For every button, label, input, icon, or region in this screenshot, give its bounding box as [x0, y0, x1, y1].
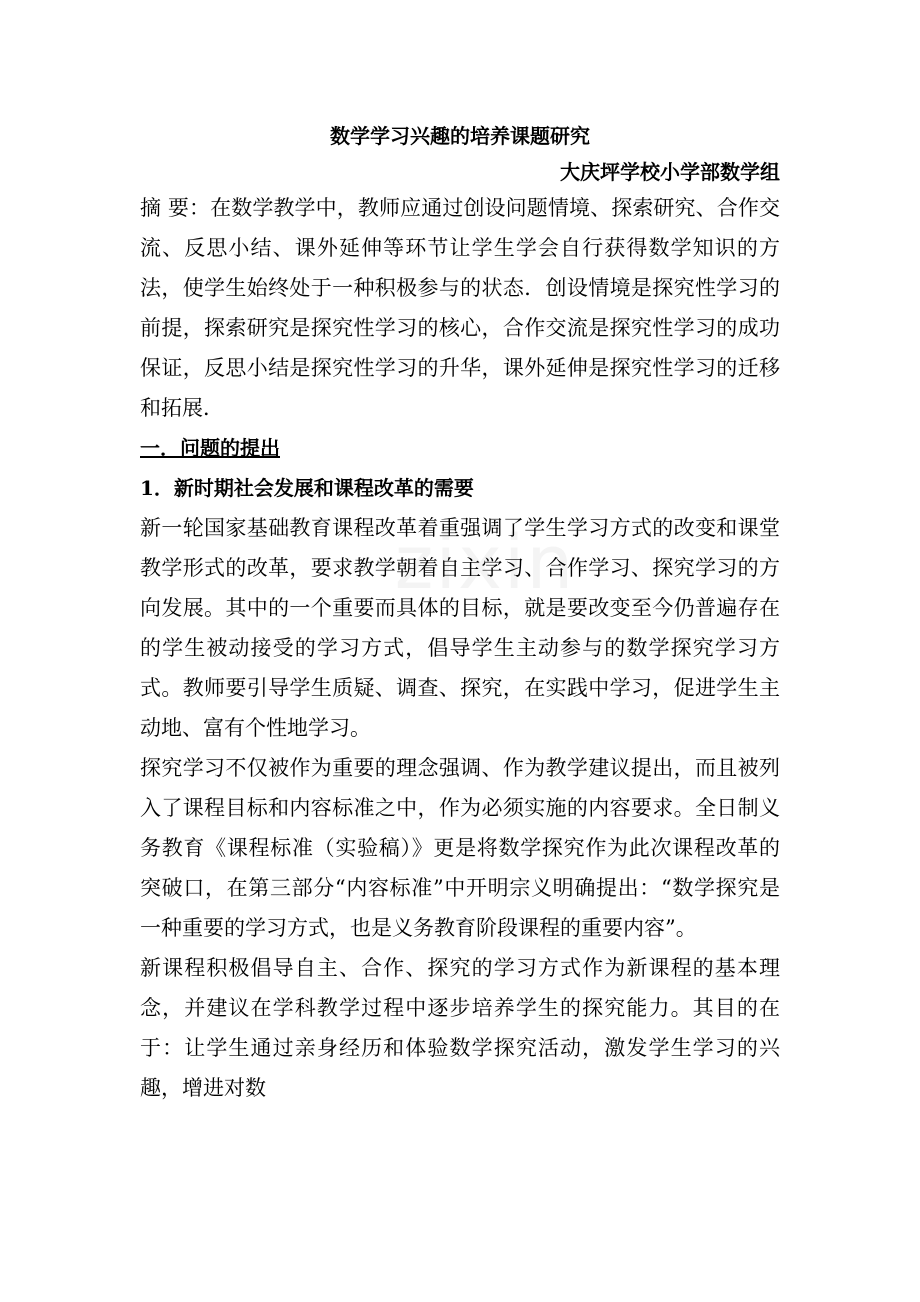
document-body — [140, 188, 780, 1108]
body-paragraph: 新一轮国家基础教育课程改革着重强调了学生学习方式的改变和课堂教学形式的改革，要求教学朝着自主学习、合作学习、探究学习的方向发展。其中的一个重要而具体的目标，就是要改变至今仍普遍存在的学生被动接受的学习方式，倡导学生主动参与的数学探究学习方式。教师要引导学生质疑、调查、探究，在实践中学习，促进学生主动地、富有个性地学习。 — [140, 516, 780, 740]
body-paragraph: 新课程积极倡导自主、合作、探究的学习方式作为新课程的基本理念，并建议在学科教学过程中逐步培养学生的探究能力。其目的在于：让学生通过亲身经历和体验数学探究活动，激发学生学习的兴趣，增进对数 — [140, 956, 780, 1100]
body-paragraph: 探究学习不仅被作为重要的理念强调、作为教学建议提出，而且被列入了课程目标和内容标准之中，作为必须实施的内容要求。全日制义务教育《课程标准（实验稿）》更是将数学探究作为此次课程改革的突破口，在第三部分“内容标准”中开明宗义明确提出：“数学探究是一种重要的学习方式，也是义务教育阶段课程的重要内容”。 — [140, 756, 780, 940]
document-author: 大庆坪学校小学部数学组 — [560, 160, 780, 184]
subsection-heading: 1．新时期社会发展和课程改革的需要 — [140, 476, 474, 500]
watermark: zixin — [394, 520, 576, 606]
document-title: 数学学习兴趣的培养课题研究 — [330, 124, 590, 148]
section-heading: 一．问题的提出 — [140, 436, 280, 460]
abstract-paragraph: 摘 要：在数学教学中，教师应通过创设问题情境、探索研究、合作交流、反思小结、课外延伸等环节让学生学会自行获得数学知识的方法，使学生始终处于一种积极参与的状态．创设情境是探究性学习的前提，探索研究是探究性学习的核心，合作交流是探究性学习的成功保证，反思小结是探究性学习的升华，课外延伸是探究性学习的迁移和拓展． — [140, 196, 780, 420]
